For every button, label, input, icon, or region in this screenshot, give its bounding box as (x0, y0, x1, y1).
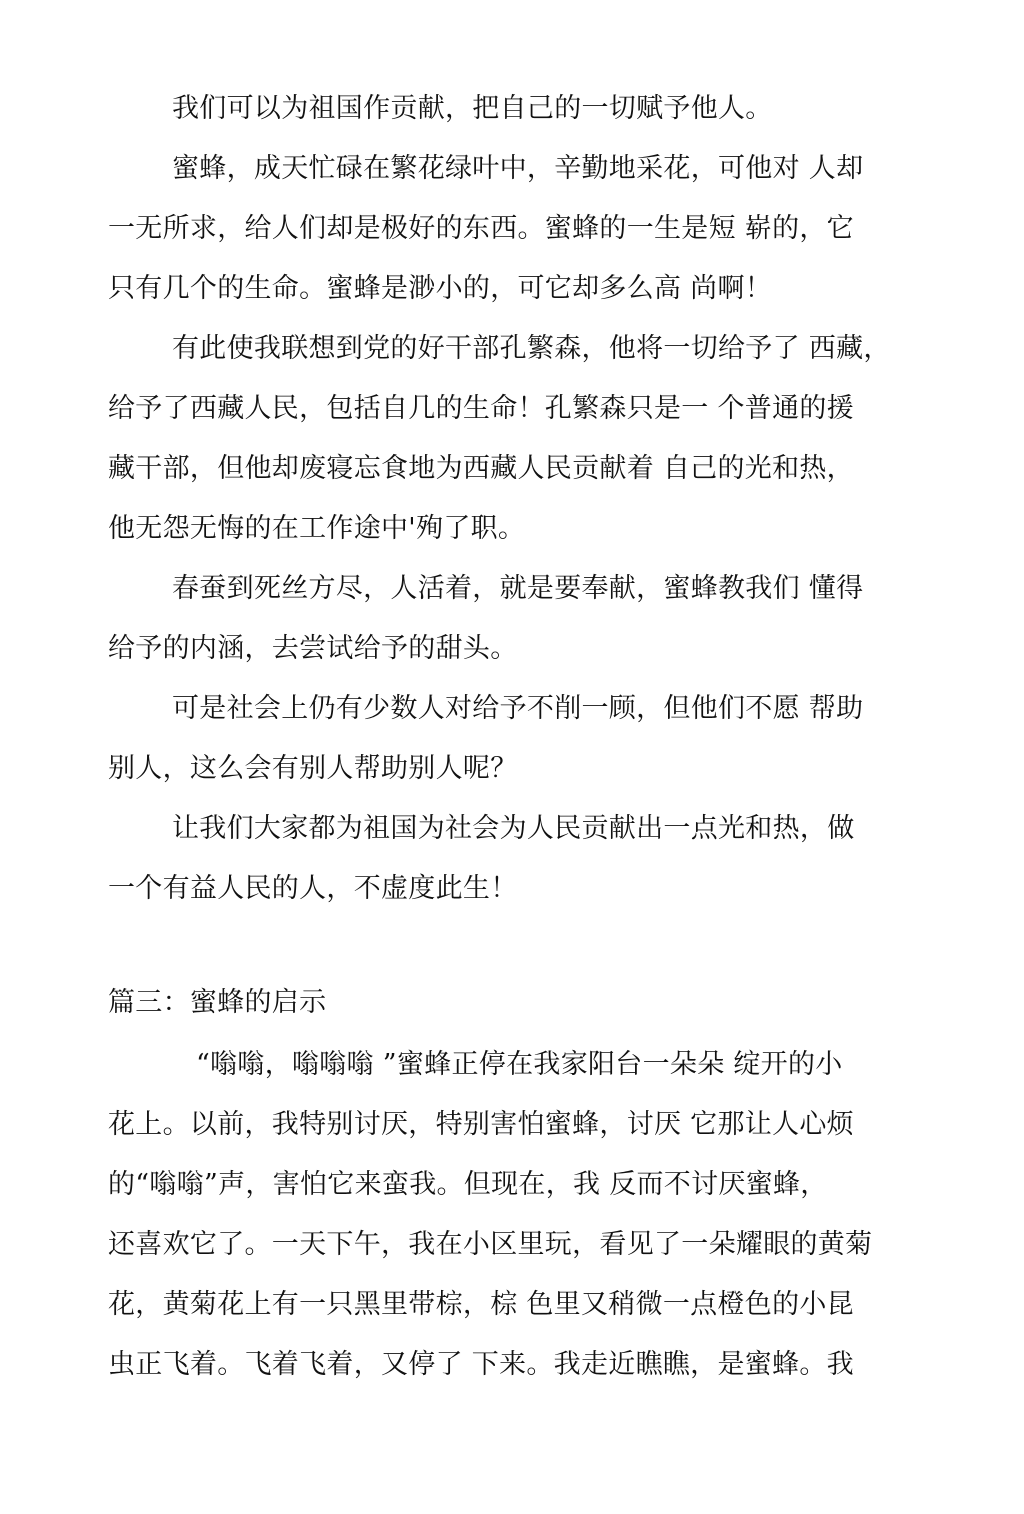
paragraph-line: 蜜蜂，成天忙碌在繁花绿叶中，辛勤地采花，可他对 人却 (172, 153, 864, 184)
paragraph-line: 一无所求，给人们却是极好的东西。蜜蜂的一生是短 崭的，它 (108, 213, 854, 244)
paragraph-line: 有此使我联想到党的好干部孔繁森，他将一切给予了 西藏， (172, 333, 891, 364)
paragraph-line: 春蚕到死丝方尽，人活着，就是要奉献，蜜蜂教我们 懂得 (172, 573, 864, 604)
paragraph-line: 只有几个的生命。蜜蜂是渺小的，可它却多么高 尚啊！ (108, 273, 773, 304)
paragraph-line: 他无怨无悔的在工作途中'殉了职。 (108, 513, 526, 544)
paragraph-line: “嗡嗡，嗡嗡嗡 ”蜜蜂正停在我家阳台一朵朵 绽开的小 (196, 1049, 843, 1080)
paragraph-line: 让我们大家都为祖国为社会为人民贡献出一点光和热，做 (172, 813, 855, 844)
paragraph-line: 给予的内涵，去尝试给予的甜头。 (108, 633, 518, 664)
section-title: 篇三：蜜蜂的启示 (108, 987, 327, 1018)
paragraph-line: 可是社会上仍有少数人对给予不削一顾，但他们不愿 帮助 (172, 693, 864, 724)
paragraph-line: 的“嗡嗡”声，害怕它来蛮我。但现在，我 反而不讨厌蜜蜂， (108, 1169, 828, 1200)
paragraph-line: 我们可以为祖国作贡献，把自己的一切赋予他人。 (172, 93, 773, 124)
paragraph-line: 一个有益人民的人，不虚度此生！ (108, 873, 518, 904)
paragraph-line: 别人，这么会有别人帮助别人呢？ (108, 753, 518, 784)
paragraph-line: 藏干部，但他却废寝忘食地为西藏人民贡献着 自己的光和热， (108, 453, 854, 484)
paragraph-line: 花上。以前，我特别讨厌，特别害怕蜜蜂，讨厌 它那让人心烦 (108, 1109, 854, 1140)
paragraph-line: 给予了西藏人民，包括自几的生命！孔繁森只是一 个普通的援 (108, 393, 854, 424)
paragraph-line: 虫正飞着。飞着飞着，又停了 下来。我走近瞧瞧，是蜜蜂。我 (108, 1349, 854, 1380)
paragraph-line: 花，黄菊花上有一只黑里带棕，棕 色里又稍微一点橙色的小昆 (108, 1289, 854, 1320)
paragraph-line: 还喜欢它了。一天下午，我在小区里玩，看见了一朵耀眼的黄菊 (108, 1229, 873, 1260)
